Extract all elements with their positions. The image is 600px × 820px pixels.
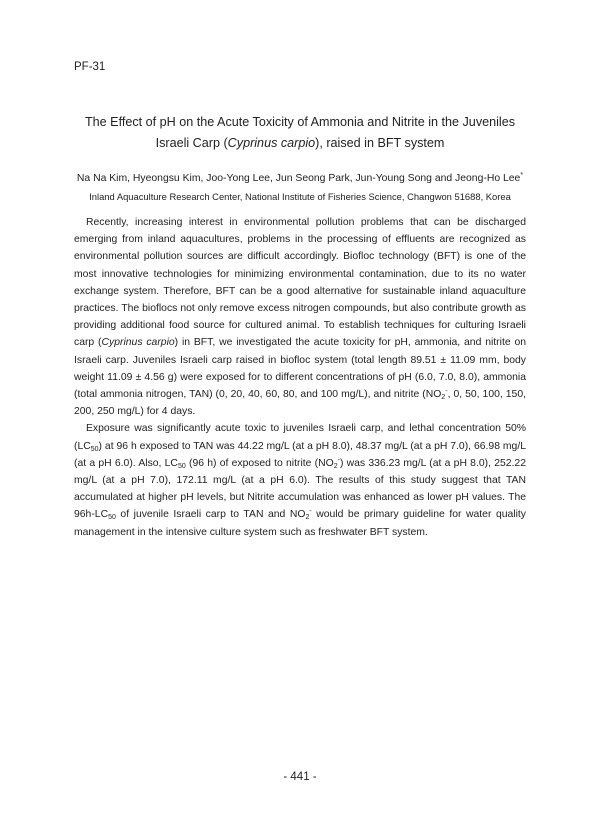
author-affiliation: Inland Aquaculture Research Center, National Institute of Fisheries Science, Changwon 51688, Korea xyxy=(89,191,511,202)
subscript: 2 xyxy=(333,462,338,470)
title-line-1: The Effect of pH on the Acute Toxicity of Ammonia and Nitrite in the Juveniles xyxy=(84,115,516,129)
abstract-code: PF-31 xyxy=(74,61,106,73)
corresponding-author-mark: * xyxy=(520,172,524,179)
text-run: would be primary guideline for water quality management in the intensive culture system such as freshwater BFT system. xyxy=(74,509,526,538)
text-run: ) in BFT, we investigated the acute toxicity for pH, ammonia, and nitrite on Israeli carp. Juveniles Israeli carp raised in biofloc system (total length 89.51 ± 11.09 mm, body weight 11.09 ± 4.56 g) were exposed for to different concentrations of pH (6.0, 7.0, 8.0), ammonia (total ammonia nitrogen, TAN) (0, 20, 40, 60, 80, and 100 mg/L), and nitrite (NO xyxy=(74,337,527,401)
page-number: - 441 - xyxy=(283,771,317,783)
subscript: 2 xyxy=(441,394,446,402)
title-line-2-start: Israeli Carp ( xyxy=(155,136,228,150)
title-species-name: Cyprinus carpio xyxy=(227,136,316,150)
species-name: Cyprinus carpio xyxy=(101,337,175,349)
author-names: Na Na Kim, Hyeongsu Kim, Joo-Yong Lee, Jun Seong Park, Jun-Young Song and Jeong-Ho Lee xyxy=(76,173,521,184)
text-run: (96 h) of exposed to nitrite (NO xyxy=(185,457,334,469)
title-line-2 xyxy=(60,133,540,154)
text-run: ) was 336.23 mg/L (at a pH 8.0), 252.22 mg/L (at a pH 7.0), 172.11 mg/L (at a pH 6.0). The results of this study suggest that TAN accumulated at higher pH levels, but Nitrite accumulation was enhanced as lower pH values. The 96h-LC xyxy=(74,457,526,521)
author-list xyxy=(60,172,540,186)
text-run: of juvenile Israeli carp to TAN and NO xyxy=(115,509,306,521)
abstract-paragraph-1 xyxy=(74,214,526,420)
superscript: - xyxy=(445,388,448,396)
title-line-2-end: ), raised in BFT system xyxy=(315,136,445,150)
paper-title xyxy=(60,112,540,154)
abstract-paragraph-2 xyxy=(74,420,526,540)
text-run: , 0, 50, 100, 150, 200, 250 mg/L) for 4 days. xyxy=(74,389,526,418)
superscript: - xyxy=(309,508,312,516)
subscript: 50 xyxy=(108,514,116,522)
subscript: 50 xyxy=(177,462,186,470)
text-run: ) at 96 h exposed to TAN was 44.22 mg/L (at a pH 8.0), 48.37 mg/L (at a pH 7.0), 66.98 mg/L (at a pH 6.0). Also, LC xyxy=(74,440,526,469)
superscript: - xyxy=(337,456,340,464)
abstract-body xyxy=(74,214,526,541)
subscript: 50 xyxy=(90,445,99,453)
text-run: Recently, increasing interest in environmental pollution problems that can be discharged emerging from inland aquacultures, problems in the processing of effluents are recognized as environmental pollution sources are difficult accordingly. Biofloc technology (BFT) is one of the most innovative technologies for minimizing environmental contamination, due to its no water exchange system. Therefore, BFT can be a good alternative for sustainable inland aquaculture practices. The bioflocs not only remove excess nitrogen compounds, but also contribute growth as providing additional food source for cultured animal. To establish techniques for culturing Israeli carp ( xyxy=(74,217,526,349)
subscript: 2 xyxy=(305,514,310,522)
text-run: Exposure was significantly acute toxic to juveniles Israeli carp, and lethal concentration 50% (LC xyxy=(74,423,526,452)
